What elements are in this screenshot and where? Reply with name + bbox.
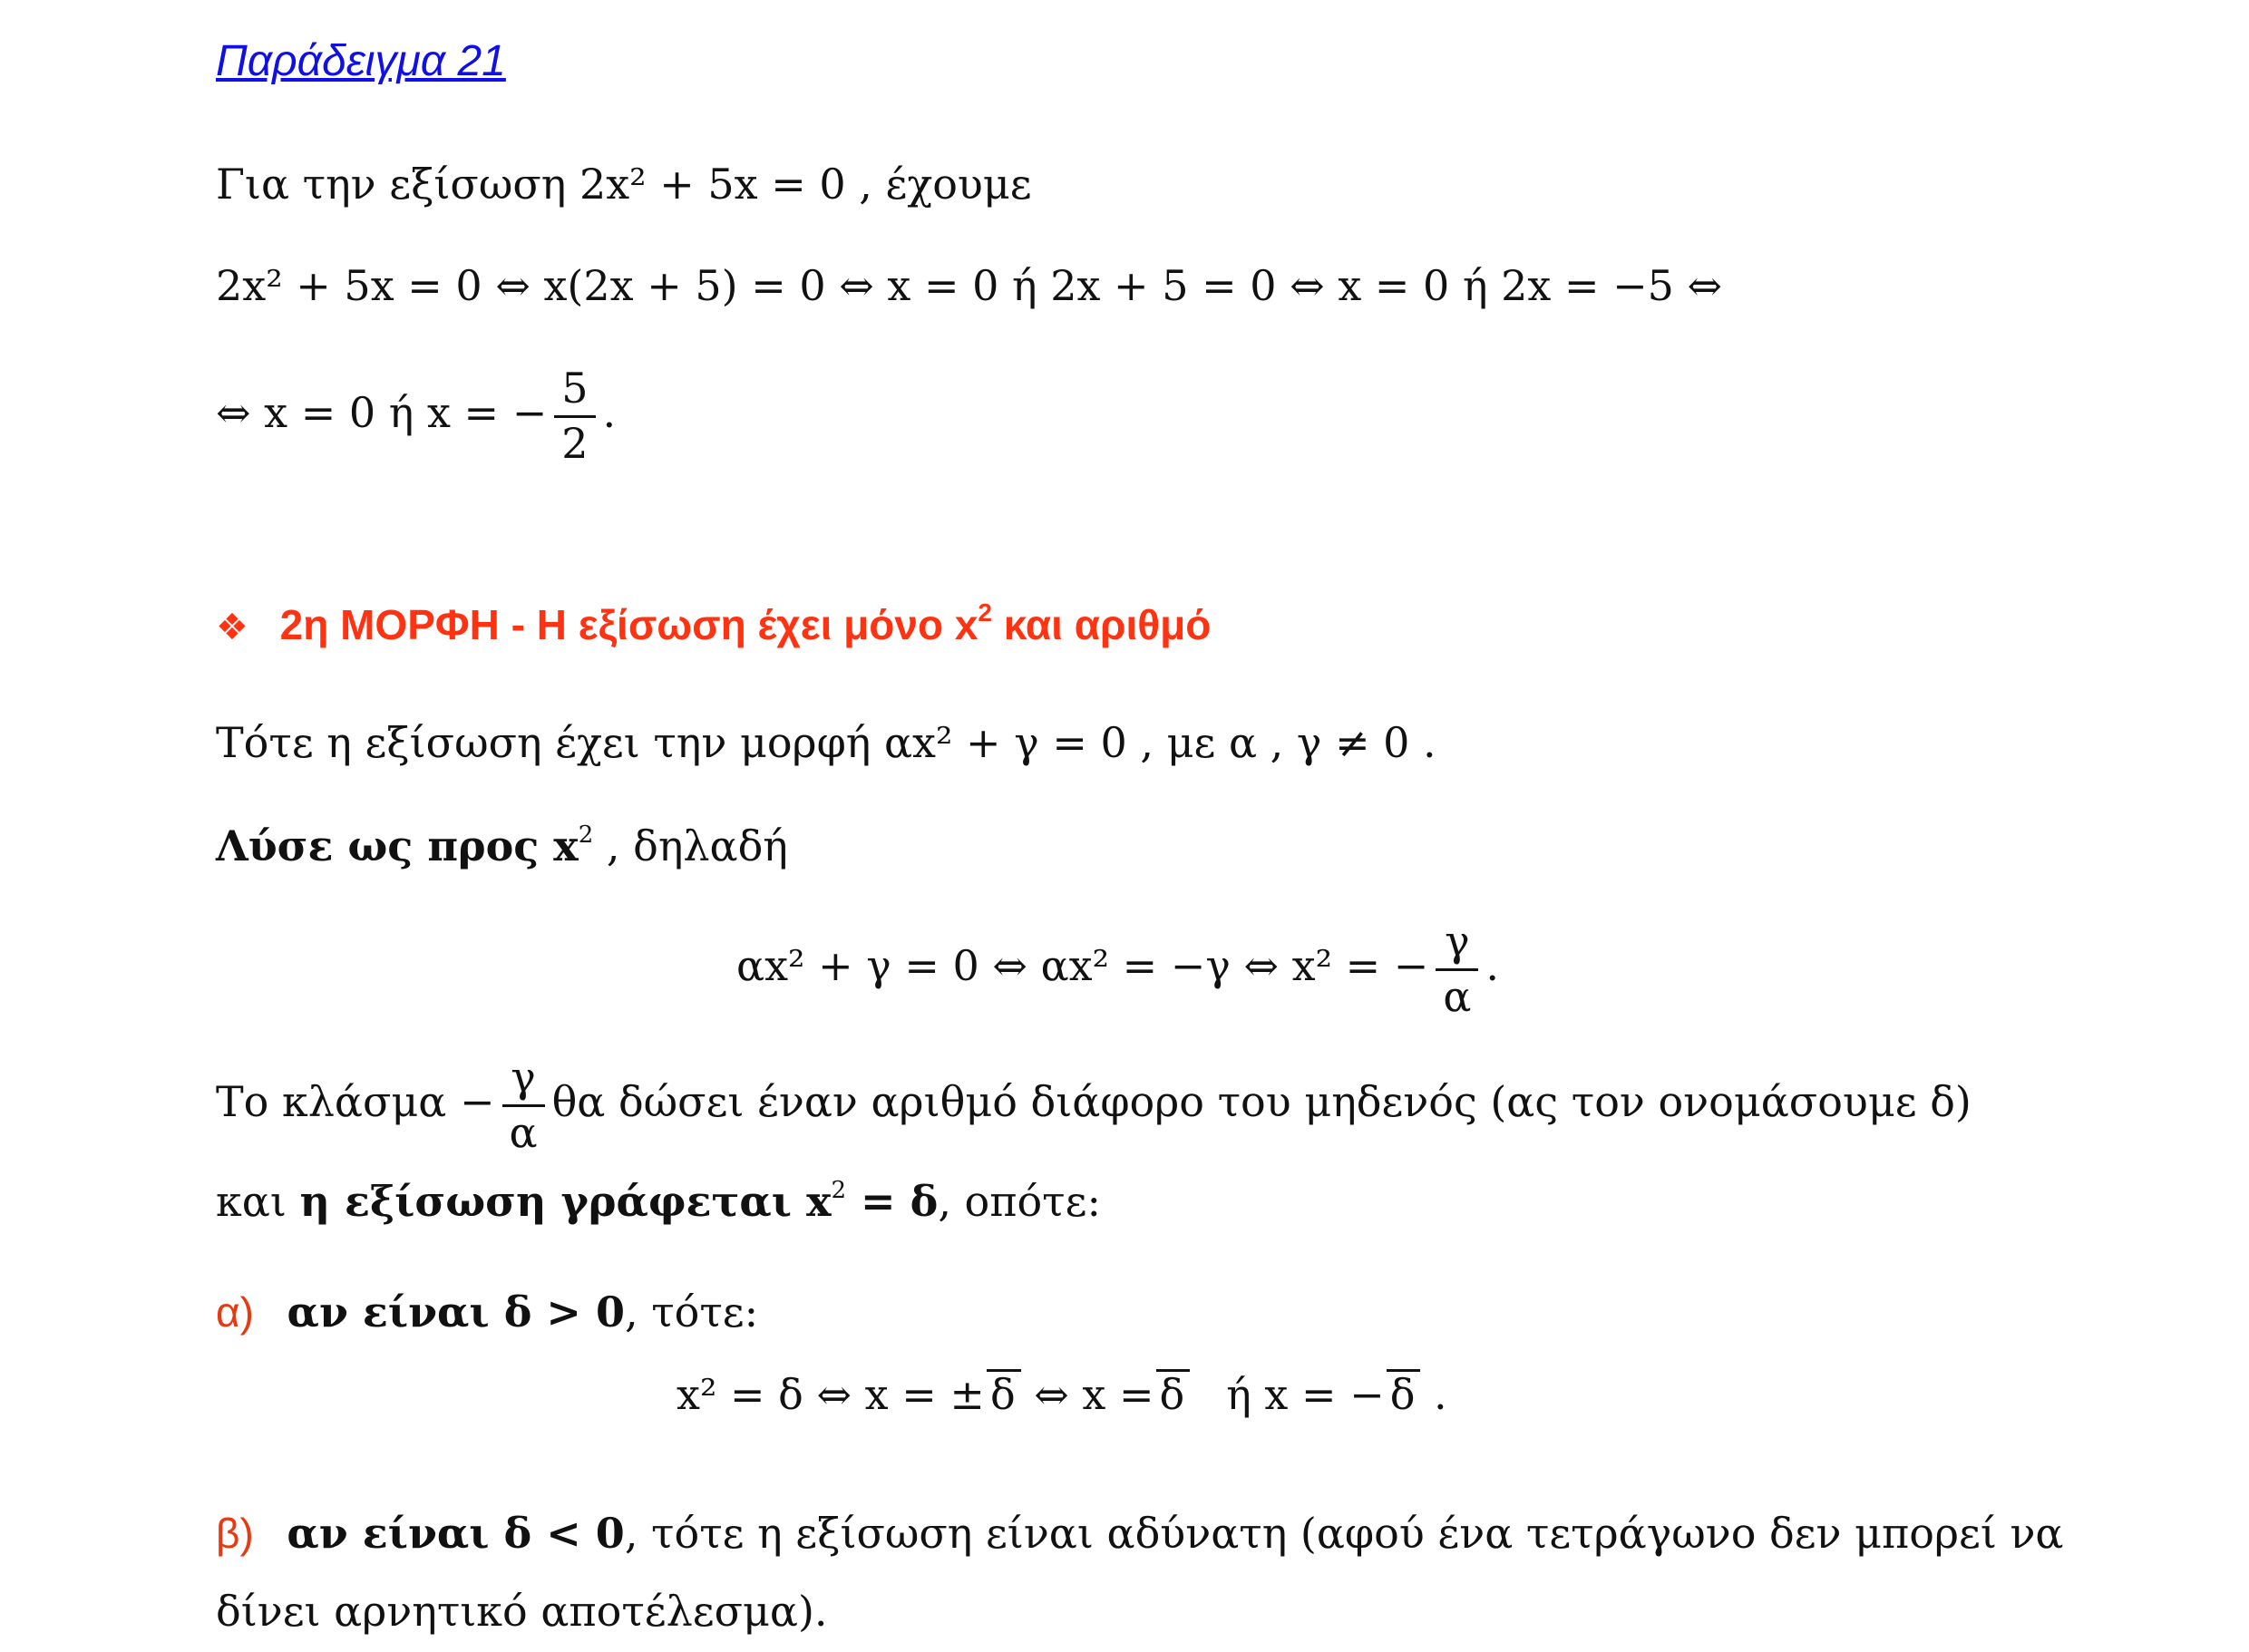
intro-prefix: Για την εξίσωση	[216, 160, 567, 209]
case-a-condition	[216, 1288, 759, 1336]
fraction-numerator: γ	[1436, 916, 1478, 971]
section-heading-sup: 2	[978, 598, 992, 627]
fraction-gamma-alpha	[1436, 916, 1478, 1023]
fraction-gamma-alpha-inline	[502, 1052, 545, 1159]
case-b-line-2: δίνει αρνητικό αποτέλεσμα).	[216, 1587, 828, 1636]
fraction-rest: θα δώσει έναν αριθμό διάφορο του μηδενός (ας τον ονομάσουμε δ)	[551, 1077, 1972, 1126]
line2-prefix: ⇔ x = 0 ή x = −	[216, 388, 548, 437]
section-heading-text: 2η ΜΟΡΦΗ - Η εξίσωση έχει μόνο x	[279, 601, 978, 648]
case-a-eq-part2: ⇔ x =	[1034, 1370, 1154, 1419]
case-a-eq-part3: ή x = −	[1226, 1370, 1385, 1419]
case-a-cond-rest: , τότε:	[624, 1288, 759, 1336]
fraction-denominator: α	[1443, 971, 1472, 1021]
sqrt-delta-1: δ	[987, 1369, 1021, 1415]
written-bold: η εξίσωση γράφεται x	[299, 1177, 832, 1226]
case-b-line1-rest: , τότε η εξίσωση είναι αδύνατη (αφού ένα τετράγωνο δεν μπορεί να	[624, 1509, 2064, 1558]
intro-suffix: , έχουμε	[859, 160, 1032, 209]
line2-suffix: .	[602, 388, 617, 437]
solve-sup: 2	[578, 821, 594, 849]
written-suffix: , οπότε:	[938, 1177, 1101, 1226]
case-a-eq-part1: x² = δ ⇔ x = ±	[677, 1370, 985, 1419]
sqrt-delta-3: δ	[1387, 1369, 1421, 1415]
fraction-five-halves	[554, 363, 595, 470]
case-a-cond-bold: αν είναι δ > 0	[287, 1288, 625, 1336]
sqrt-delta-2: δ	[1156, 1369, 1191, 1415]
written-bold-2: = δ	[846, 1177, 939, 1226]
fraction-prefix: Το κλάσμα −	[216, 1077, 495, 1126]
solve-line	[216, 821, 788, 870]
fraction-denominator: α	[509, 1107, 538, 1157]
diamond-bullet-icon: ❖	[216, 607, 248, 648]
written-sup: 2	[831, 1177, 847, 1204]
case-b-cond-bold: αν είναι δ < 0	[287, 1509, 625, 1558]
solve-bold: Λύσε ως προς x	[216, 821, 579, 870]
written-prefix: και	[216, 1177, 287, 1226]
case-a-equation	[677, 1369, 1447, 1419]
form-line: Τότε η εξίσωση έχει την μορφή αx² + γ = 0 , με α , γ ≠ 0 .	[216, 718, 1436, 767]
case-a-eq-end: .	[1434, 1370, 1447, 1419]
example-derivation-line-1: 2x² + 5x = 0 ⇔ x(2x + 5) = 0 ⇔ x = 0 ή 2x + 5 = 0 ⇔ x = 0 ή 2x = −5 ⇔	[216, 261, 1723, 310]
case-b-condition	[216, 1509, 2064, 1558]
fraction-numerator: γ	[502, 1052, 545, 1107]
section-heading-tail: και αριθμό	[992, 601, 1212, 648]
fraction-numerator: 5	[554, 363, 595, 418]
solve-eq-suffix: .	[1485, 941, 1500, 990]
case-b-label: β)	[216, 1510, 254, 1557]
example-title-link[interactable]: Παράδειγμα 21	[216, 37, 506, 85]
intro-equation: 2x² + 5x = 0	[579, 160, 846, 209]
example-intro	[216, 160, 1032, 209]
example-derivation-line-2	[216, 363, 616, 470]
fraction-explanation	[216, 1052, 1972, 1159]
solve-equation	[736, 916, 1499, 1023]
case-a-label: α)	[216, 1288, 254, 1336]
solve-eq-prefix: αx² + γ = 0 ⇔ αx² = −γ ⇔ x² = −	[736, 941, 1429, 990]
solve-rest: , δηλαδή	[593, 821, 788, 870]
written-line	[216, 1177, 1101, 1226]
fraction-denominator: 2	[561, 418, 589, 468]
section-heading	[216, 600, 1211, 646]
